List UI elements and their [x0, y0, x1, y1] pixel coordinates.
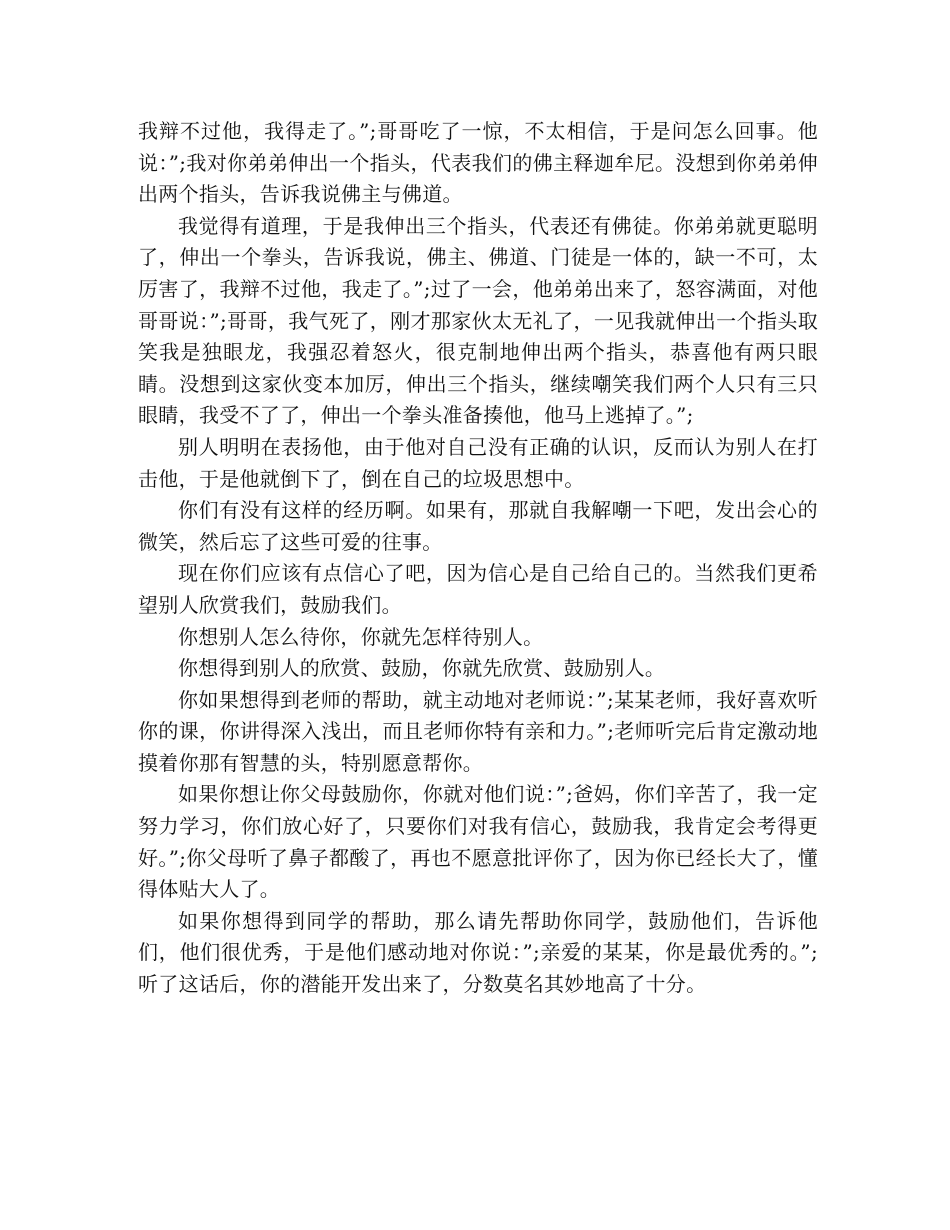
paragraph-7: 你想得到别人的欣赏、鼓励，你就先欣赏、鼓励别人。	[178, 656, 666, 681]
paragraph-4: 你们有没有这样的经历啊。如果有，那就自我解嘲一下吧，发出会心的微笑，然后忘了这些可爱的往事。	[138, 498, 818, 554]
document-body	[138, 116, 818, 1001]
paragraph-6: 你想别人怎么待你，你就先怎样待别人。	[178, 624, 544, 649]
paragraph-5: 现在你们应该有点信心了吧，因为信心是自己给自己的。当然我们更希望别人欣赏我们，鼓励我们。	[138, 561, 818, 617]
paragraph-3: 别人明明在表扬他，由于他对自己没有正确的认识，反而认为别人在打击他，于是他就倒下了，倒在自己的垃圾思想中。	[138, 434, 818, 491]
paragraph-2: 我觉得有道理，于是我伸出三个指头，代表还有佛徒。你弟弟就更聪明了，伸出一个拳头，告诉我说，佛主、佛道、门徒是一体的，缺一不可，太厉害了，我辩不过他，我走了。”;过了一会，他弟弟出来了，怒容满面，对他哥哥说：”;哥哥，我气死了，刚才那家伙太无礼了，一见我就伸出一个指头取笑我是独眼龙，我强忍着怒火，很克制地伸出两个指头，恭喜他有两只眼睛。没想到这家伙变本加厉，伸出三个指头，继续嘲笑我们两个人只有三只眼睛，我受不了了，伸出一个拳头准备揍他，他马上逃掉了。”;	[138, 213, 818, 428]
paragraph-9: 如果你想让你父母鼓励你，你就对他们说：”;爸妈，你们辛苦了，我一定努力学习，你们放心好了，只要你们对我有信心，鼓励我，我肯定会考得更好。”;你父母听了鼻子都酸了，再也不愿意批评你了，因为你已经长大了，懂得体贴大人了。	[138, 782, 818, 902]
paragraph-1: 我辩不过他，我得走了。”;哥哥吃了一惊，不太相信，于是问怎么回事。他说：”;我对你弟弟伸出一个指头，代表我们的佛主释迦牟尼。没想到你弟弟伸出两个指头，告诉我说佛主与佛道。	[138, 119, 818, 207]
paragraph-8: 你如果想得到老师的帮助，就主动地对老师说：”;某某老师，我好喜欢听你的课，你讲得深入浅出，而且老师你特有亲和力。”;老师听完后肯定激动地摸着你那有智慧的头，特别愿意帮你。	[138, 687, 818, 775]
paragraph-10: 如果你想得到同学的帮助，那么请先帮助你同学，鼓励他们，告诉他们，他们很优秀，于是他们感动地对你说：”;亲爱的某某，你是最优秀的。”;听了这话后，你的潜能开发出来了，分数莫名其妙地高了十分。	[138, 908, 818, 997]
